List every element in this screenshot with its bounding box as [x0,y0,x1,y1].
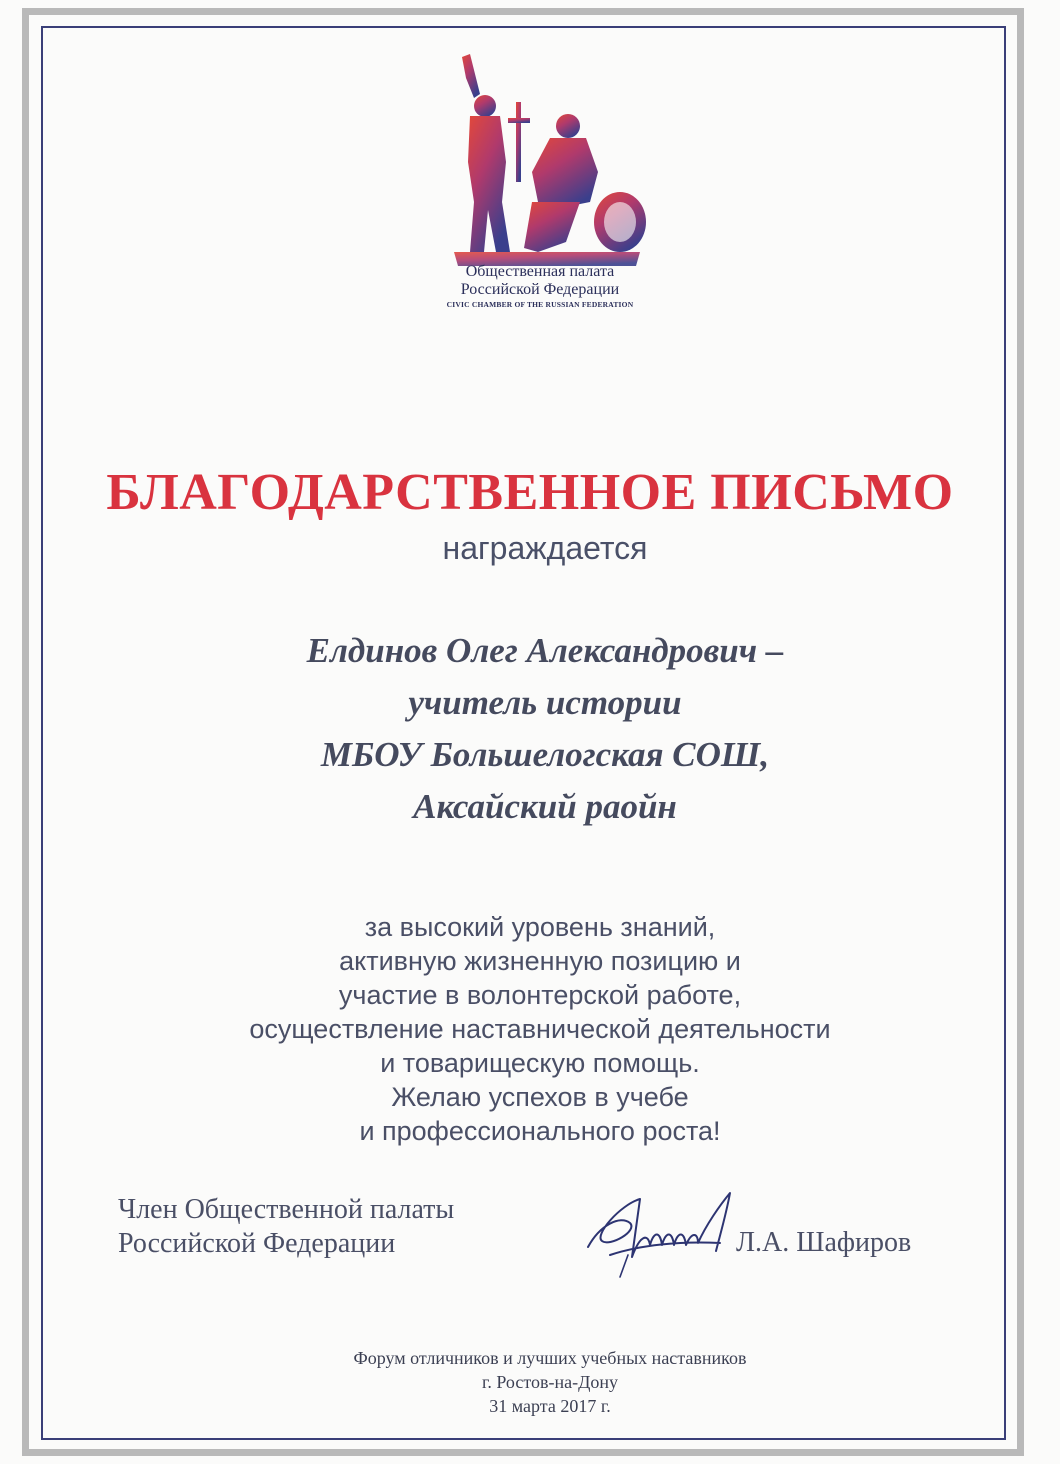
signer-title-line-1: Член Общественной палаты [118,1194,455,1225]
organization-logo-text [400,263,680,311]
reason-line: Желаю успехов в учебе [391,1082,689,1112]
signer-title-line-2: Российской Федерации [118,1228,396,1259]
reason-line: участие в волонтерской работе, [338,980,742,1010]
footer-city: г. Ростов-на-Дону [481,1372,618,1392]
footer-block [0,1346,1060,1418]
recipient-position: учитель истории [408,683,682,722]
monument-logo-icon [440,52,655,272]
recipient-block [0,625,1060,833]
footer-event: Форум отличников и лучших учебных наставников [353,1348,747,1368]
recipient-school: МБОУ Большелогская СОШ, [320,735,770,774]
recipient-name: Елдинов Олег Александрович – [306,631,784,670]
reason-line: осуществление наставнической деятельности [249,1014,831,1044]
handwritten-signature [580,1185,755,1280]
reason-line: за высокий уровень знаний, [364,912,716,942]
certificate-subtitle: награждается [442,530,648,566]
reason-line: и товарищескую помощь. [380,1048,700,1078]
signer-title [118,1193,454,1261]
certificate-title: БЛАГОДАРСТВЕННОЕ ПИСЬМО [106,464,954,521]
footer-date: 31 марта 2017 г. [489,1396,611,1416]
logo-line-2: Российской Федерации [460,281,620,298]
logo-line-1: Общественная палата [465,263,615,280]
reason-line: активную жизненную позицию и [339,946,741,976]
reason-block [0,910,1060,1148]
reason-line: и профессионального роста! [359,1116,721,1146]
logo-line-3: CIVIC CHAMBER OF THE RUSSIAN FEDERATION [446,300,634,309]
recipient-district: Аксайский раойн [413,787,677,826]
signer-name: Л.А. Шафиров [736,1227,912,1258]
